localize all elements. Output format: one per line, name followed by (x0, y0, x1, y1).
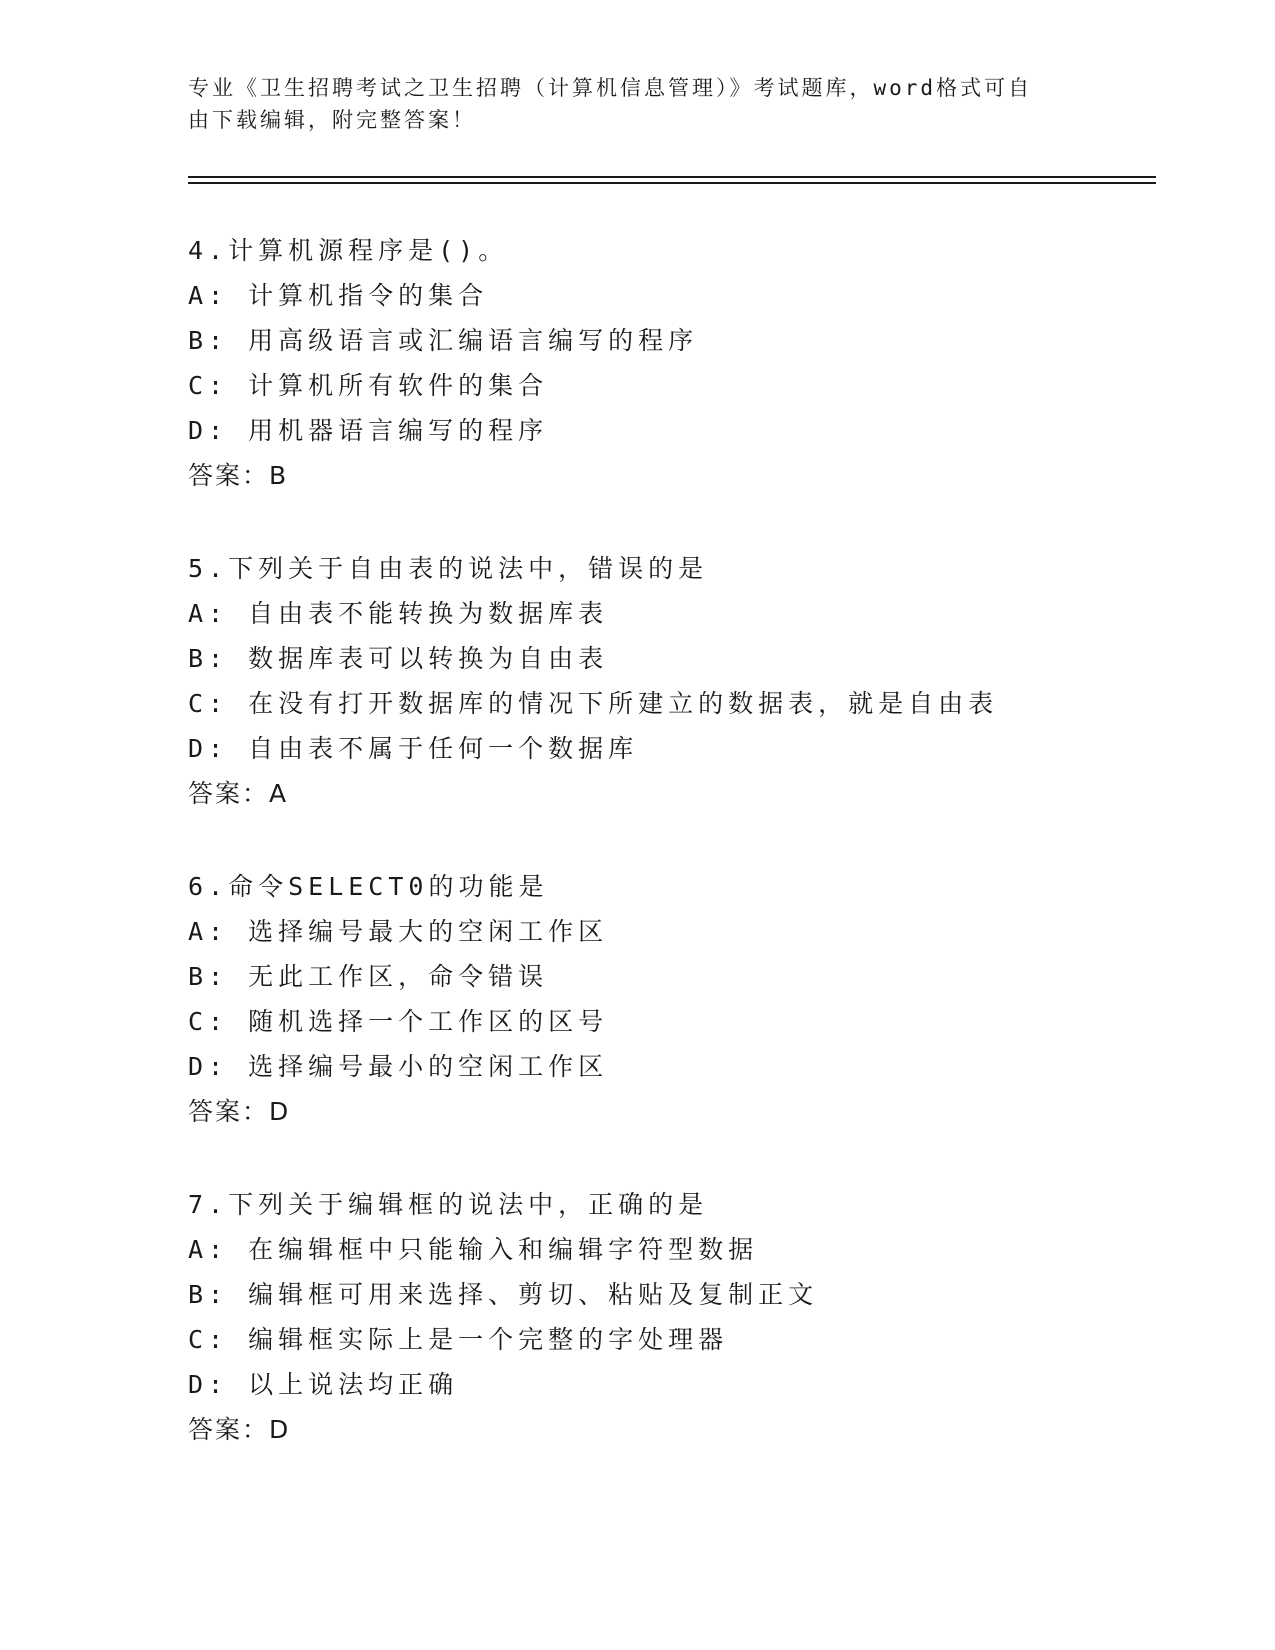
document-header (188, 72, 1088, 136)
option-a: A: 自由表不能转换为数据库表 (188, 599, 609, 628)
option-d: D: 选择编号最小的空闲工作区 (188, 1052, 609, 1081)
question-stem: 7.下列关于编辑框的说法中，正确的是 (188, 1190, 709, 1219)
question-7 (188, 1182, 1148, 1452)
option-b: B: 数据库表可以转换为自由表 (188, 644, 609, 673)
option-c: C: 计算机所有软件的集合 (188, 371, 549, 400)
header-divider-top (188, 176, 1156, 178)
option-b: B: 无此工作区，命令错误 (188, 962, 549, 991)
question-4 (188, 228, 1148, 498)
question-stem: 4.计算机源程序是()。 (188, 236, 509, 265)
question-stem: 5.下列关于自由表的说法中，错误的是 (188, 554, 709, 583)
answer: 答案：D (188, 1097, 291, 1126)
header-divider-bottom (188, 182, 1156, 184)
header-line-1: 专业《卫生招聘考试之卫生招聘（计算机信息管理）》考试题库，word格式可自 (188, 76, 1033, 100)
option-d: D: 用机器语言编写的程序 (188, 416, 549, 445)
question-stem: 6.命令SELECT0的功能是 (188, 872, 549, 901)
answer: 答案：A (188, 779, 289, 808)
question-6 (188, 864, 1148, 1134)
option-b: B: 用高级语言或汇编语言编写的程序 (188, 326, 699, 355)
question-5 (188, 546, 1148, 816)
answer: 答案：B (188, 461, 289, 490)
option-a: A: 选择编号最大的空闲工作区 (188, 917, 609, 946)
header-line-2: 由下载编辑，附完整答案！ (188, 108, 476, 132)
option-c: C: 随机选择一个工作区的区号 (188, 1007, 609, 1036)
option-c: C: 编辑框实际上是一个完整的字处理器 (188, 1325, 729, 1354)
option-b: B: 编辑框可用来选择、剪切、粘贴及复制正文 (188, 1280, 819, 1309)
answer: 答案：D (188, 1415, 291, 1444)
option-a: A: 在编辑框中只能输入和编辑字符型数据 (188, 1235, 759, 1264)
option-c: C: 在没有打开数据库的情况下所建立的数据表，就是自由表 (188, 689, 999, 718)
option-d: D: 自由表不属于任何一个数据库 (188, 734, 639, 763)
option-a: A: 计算机指令的集合 (188, 281, 489, 310)
option-d: D: 以上说法均正确 (188, 1370, 459, 1399)
